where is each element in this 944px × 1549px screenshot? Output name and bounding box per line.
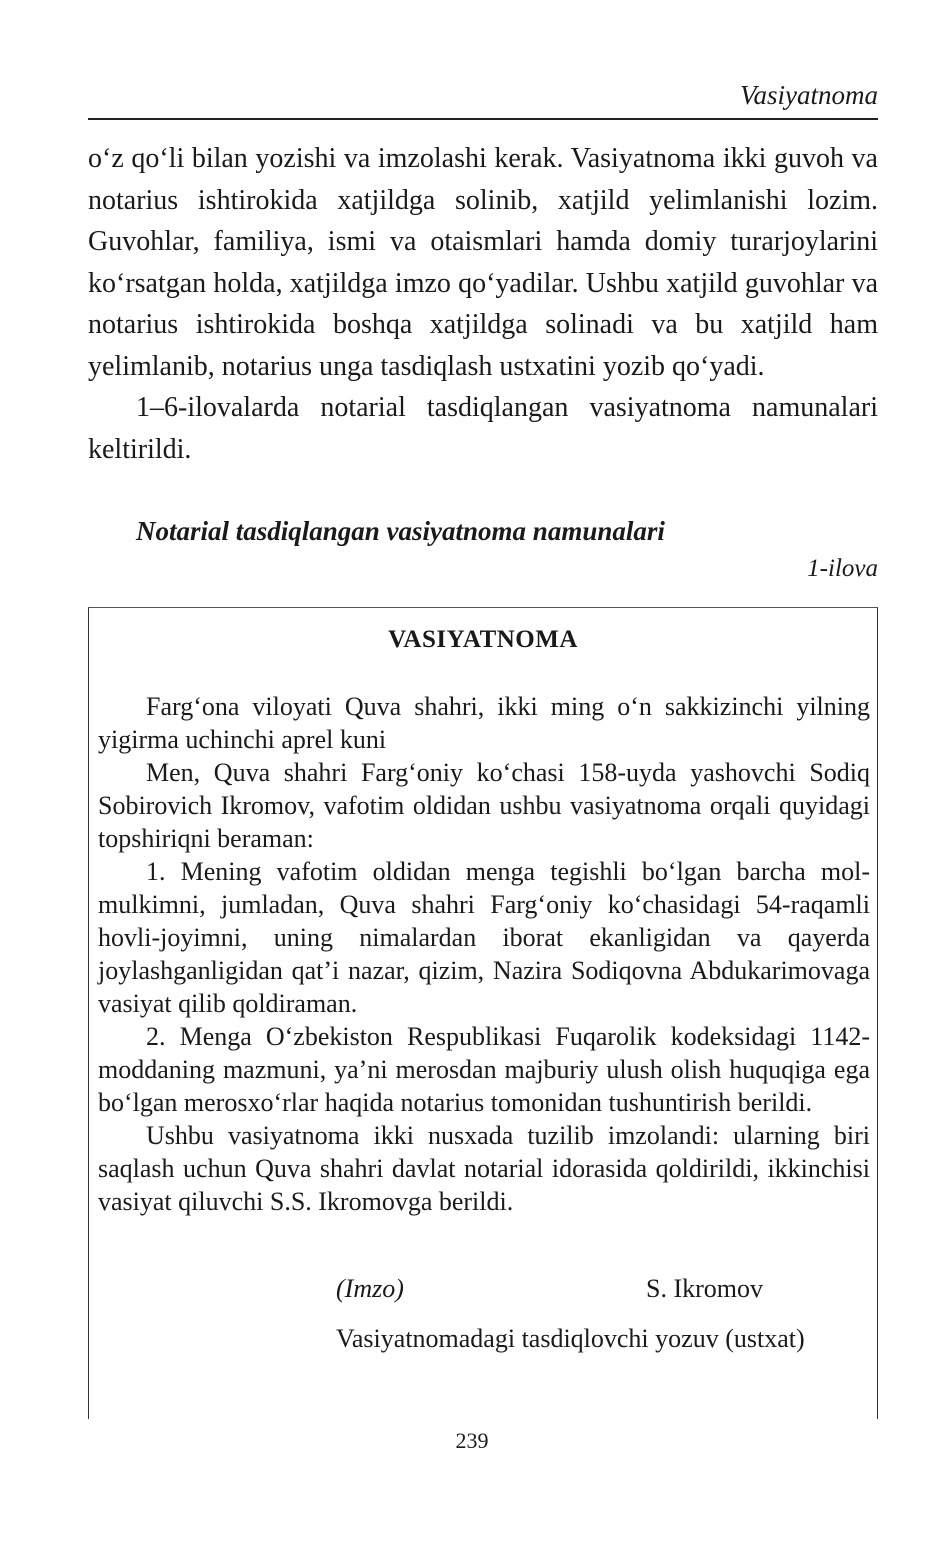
document-paragraph-2: Men, Quva shahri Farg‘oniy ko‘chasi 158-uyda yashovchi Sodiq Sobirovich Ikromov, vafotim oldidan ushbu vasiyatnoma orqali quyidagi topshiriqni beraman: xyxy=(98,758,870,853)
appendix-label: 1-ilova xyxy=(807,555,878,582)
running-header: Vasiyatnoma xyxy=(740,80,878,110)
body-paragraph-1: o‘z qo‘li bilan yozishi va imzolashi kerak. Vasiyatnoma ikki guvoh va notarius ishtirokida xatjildga solinib, xatjild yelimlanishi lozim. Guvohlar, familiya, ismi va otaismlari hamda domiy turarjoylarini ko‘rsatgan holda, xatjildga imzo qo‘yadilar. Ushbu xatjild guvohlar va notarius ishtirokida boshqa xatjildga solinadi va bu xatjild ham yelimlanib, notarius unga tasdiqlash ustxatini yozib qo‘yadi. xyxy=(88,143,878,382)
document-paragraph-1: Farg‘ona viloyati Quva shahri, ikki ming o‘n sakkizinchi yilning yigirma uchinchi aprel kuni xyxy=(98,692,870,754)
section-title: Notarial tasdiqlangan vasiyatnoma namunalari xyxy=(136,516,665,546)
document-paragraph-4: 2. Menga O‘zbekiston Respublikasi Fuqarolik kodeksidagi 1142-moddaning mazmuni, ya’ni merosdan majburiy ulush olish huquqiga ega bo‘lgan merosxo‘rlar haqida notarius tomonidan tushuntirish berildi. xyxy=(98,1022,870,1117)
page-number: 239 xyxy=(455,1428,489,1453)
header-rule xyxy=(88,118,878,120)
document-body xyxy=(98,690,870,1218)
signature-name: S. Ikromov xyxy=(646,1274,763,1303)
certification-line: Vasiyatnomadagi tasdiqlovchi yozuv (ustxat) xyxy=(336,1324,805,1353)
document-title: VASIYATNOMA xyxy=(388,626,578,653)
document-paragraph-3: 1. Mening vafotim oldidan menga tegishli bo‘lgan barcha mol-mulkimni, jumladan, Quva shahri Farg‘oniy ko‘chasidagi 54-raqamli hovli-joyimni, uning nimalardan iborat ekanligidan va qayerda joylashganligidan qat’i nazar, qizim, Nazira Sodiqovna Abdukarimovaga vasiyat qilib qoldiraman. xyxy=(98,857,870,1018)
document-paragraph-5: Ushbu vasiyatnoma ikki nusxada tuzilib imzolandi: ularning biri saqlash uchun Quva shahri davlat notarial idorasida qoldirildi, ikkinchisi vasiyat qiluvchi S.S. Ikromovga berildi. xyxy=(98,1121,870,1216)
signature-label: (Imzo) xyxy=(336,1274,404,1303)
body-paragraph-2: 1–6-ilovalarda notarial tasdiqlangan vasiyatnoma namunalari keltirildi. xyxy=(88,392,878,465)
body-text xyxy=(88,138,878,470)
